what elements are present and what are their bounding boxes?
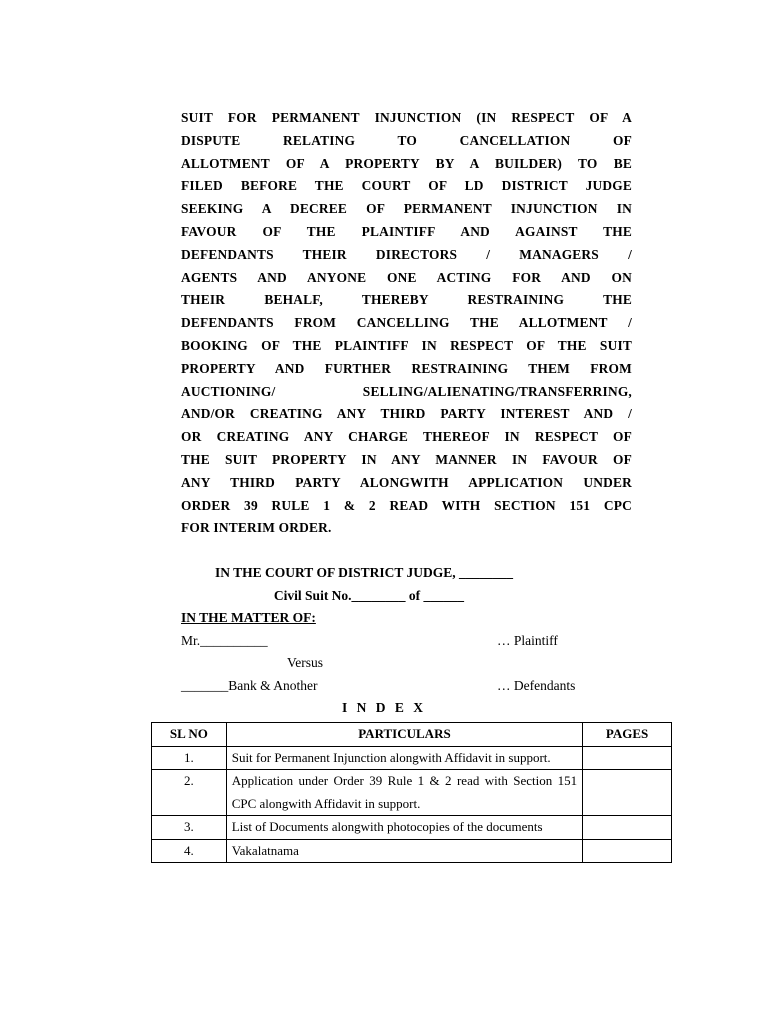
row-sl-no: 4. (152, 839, 227, 863)
row-particulars: List of Documents alongwith photocopies of the documents (226, 816, 582, 840)
heading-line: THE SUIT PROPERTY IN ANY MANNER IN FAVOUR OF (181, 451, 632, 467)
heading-line: AGENTS AND ANYONE ONE ACTING FOR AND ON (181, 269, 632, 285)
heading-line: ANY THIRD PARTY ALONGWITH APPLICATION UNDER (181, 474, 632, 490)
table-row (152, 770, 672, 816)
index-table (151, 722, 672, 863)
row-pages (583, 770, 672, 816)
heading-line: FOR INTERIM ORDER. (181, 520, 332, 536)
table-row (152, 816, 672, 840)
plaintiff-name: Mr.__________ (181, 633, 268, 648)
heading-line: DEFENDANTS THEIR DIRECTORS / MANAGERS / (181, 246, 632, 262)
heading-line: ORDER 39 RULE 1 & 2 READ WITH SECTION 151 CPC (181, 497, 632, 513)
row-pages (583, 816, 672, 840)
heading-line: SEEKING A DECREE OF PERMANENT INJUNCTION IN (181, 201, 632, 217)
row-particulars: Vakalatnama (226, 839, 582, 863)
table-row (152, 839, 672, 863)
heading-line: DISPUTE RELATING TO CANCELLATION OF (181, 132, 632, 148)
row-particulars: Suit for Permanent Injunction alongwith Affidavit in support. (226, 746, 582, 770)
heading-line: DEFENDANTS FROM CANCELLING THE ALLOTMENT / (181, 315, 632, 331)
row-sl-no: 1. (152, 746, 227, 770)
civil-suit-number: Civil Suit No.________ of ______ (273, 588, 465, 603)
row-sl-no: 2. (152, 770, 227, 816)
matter-label: IN THE MATTER OF: (181, 610, 316, 625)
court-name: IN THE COURT OF DISTRICT JUDGE, ________ (215, 565, 513, 580)
index-title: I N D E X (341, 700, 426, 715)
heading-line: OR CREATING ANY CHARGE THEREOF IN RESPECT OF (181, 429, 632, 445)
versus-label: Versus (287, 655, 323, 670)
heading-line: ALLOTMENT OF A PROPERTY BY A BUILDER) TO BE (181, 155, 632, 171)
heading-line: FILED BEFORE THE COURT OF LD DISTRICT JUDGE (181, 178, 632, 194)
row-sl-no: 3. (152, 816, 227, 840)
plaintiff-label: … Plaintiff (497, 633, 558, 648)
row-pages (583, 746, 672, 770)
table-header-row (152, 723, 672, 747)
heading-line: SUIT FOR PERMANENT INJUNCTION (IN RESPECT OF A (181, 110, 632, 125)
heading-line: AUCTIONING/ SELLING/ALIENATING/TRANSFERRING, (181, 383, 632, 399)
table-row (152, 746, 672, 770)
heading-line: THEIR BEHALF, THEREBY RESTRAINING THE (181, 292, 632, 308)
header-particulars: PARTICULARS (226, 723, 582, 747)
defendants-label: … Defendants (497, 678, 576, 693)
header-sl-no: SL NO (152, 723, 227, 747)
defendant-name: _______Bank & Another (181, 678, 318, 693)
header-pages: PAGES (583, 723, 672, 747)
heading-line: BOOKING OF THE PLAINTIFF IN RESPECT OF THE SUIT (181, 337, 632, 353)
row-pages (583, 839, 672, 863)
row-particulars: Application under Order 39 Rule 1 & 2 read with Section 151 CPC alongwith Affidavit in support. (226, 770, 582, 816)
heading-line: AND/OR CREATING ANY THIRD PARTY INTEREST AND / (181, 406, 632, 422)
heading-line: PROPERTY AND FURTHER RESTRAINING THEM FROM (181, 360, 632, 376)
suit-title-heading (181, 107, 632, 540)
heading-line: FAVOUR OF THE PLAINTIFF AND AGAINST THE (181, 223, 632, 239)
